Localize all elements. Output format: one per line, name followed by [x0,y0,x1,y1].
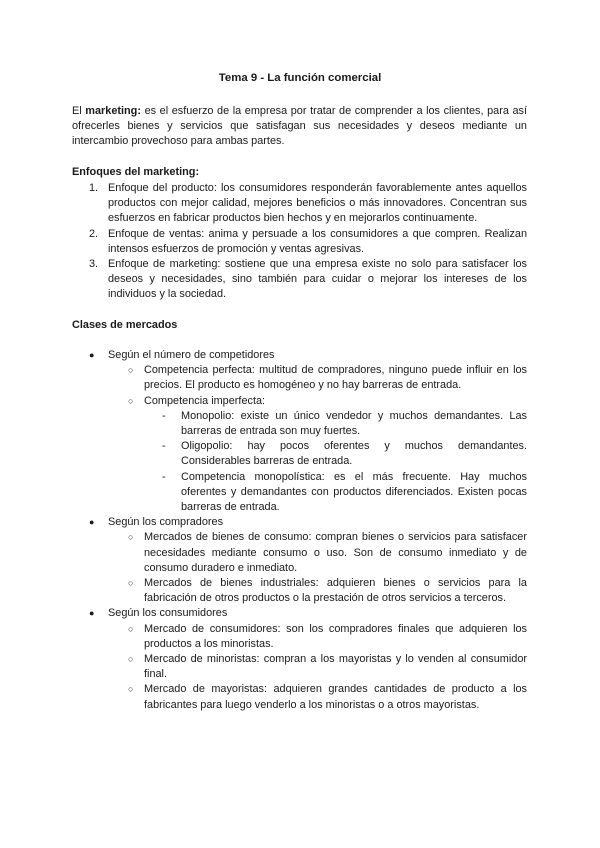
market-item [72,530,527,576]
intro-term: marketing: [85,105,141,117]
bullet-icon: ● [89,517,95,528]
enfoque-item [72,257,527,303]
market-item [72,363,527,393]
enfoques-list [72,181,527,303]
market-item [72,394,527,409]
market-subitem [72,470,527,516]
page-title: Tema 9 - La función comercial [218,72,382,84]
intro-paragraph [72,104,527,150]
market-subitem [72,439,527,469]
clases-list [72,348,527,713]
circle-bullet-icon: ○ [128,532,134,543]
market-group-label: Según los consumidores [108,607,228,620]
market-item-text: Mercado de mayoristas: adquieren grandes cantidades de producto a los fabricantes para luego venderlo a los minoristas o a otros mayoristas. [144,683,527,711]
enfoques-heading: Enfoques del marketing: [72,166,200,178]
market-subitem-text: Oligopolio: hay pocos oferentes y muchos demandantes. Considerables barreras de entrada. [181,440,527,468]
enfoque-text: Enfoque de marketing: sostiene que una empresa existe no solo para satisfacer los deseos y necesidades, sino también para cuidar o mejorar los intereses de los individuos y la sociedad. [108,258,527,301]
market-item-text: Mercado de minoristas: compran a los mayoristas y lo venden al consumidor final. [144,653,527,681]
circle-bullet-icon: ○ [128,578,134,589]
market-item [72,652,527,682]
bullet-icon: ● [89,350,95,360]
market-group [72,515,527,530]
enfoque-item [72,181,527,227]
enfoque-item [72,227,527,257]
market-item-text: Competencia imperfecta: [144,394,266,407]
market-subitem-text: Monopolio: existe un único vendedor y muchos demandantes. Las barreras de entrada son muy fuertes. [181,409,527,438]
circle-bullet-icon: ○ [128,654,134,665]
dash-bullet-icon: - [162,470,166,483]
intro-lead: El [72,105,82,117]
market-item [72,576,527,606]
market-item-text: Mercados de bienes industriales: adquieren bienes o servicios para la fabricación de otros productos o la prestación de otros servicios a terceros. [144,577,527,605]
market-group-label: Según el número de competidores [108,349,275,361]
circle-bullet-icon: ○ [128,623,134,634]
market-group [72,348,527,363]
enfoque-text: Enfoque del producto: los consumidores responderán favorablemente antes aquellos productos con mejor calidad, mejores beneficios o más innovadores. Concentran sus esfuerzos en fabricar productos bien hechos y en mejorarlos continuamente. [108,182,527,225]
dash-bullet-icon: - [162,440,166,453]
market-item-text: Mercado de consumidores: son los compradores finales que adquieren los productos a los minoristas. [144,622,527,650]
intro-text: es el esfuerzo de la empresa por tratar de comprender a los clientes, para así ofrecerles bienes y servicios que satisfagan sus necesidades y deseos mediante un intercambio provechoso para ambas partes. [72,105,528,148]
clases-heading: Clases de mercados [72,319,178,331]
market-group [72,606,527,621]
market-group-label: Según los compradores [108,516,224,529]
market-item-text: Competencia perfecta: multitud de compradores, ninguno puede influir en los precios. El producto es homogéneo y no hay barreras de entrada. [144,364,527,392]
bullet-icon: ● [89,608,95,619]
market-subitem [72,409,527,439]
market-item [72,682,527,712]
market-subitem-text: Competencia monopolística: es el más frecuente. Hay muchos oferentes y demandantes con productos diferenciados. Existen pocas barreras de entrada. [181,470,527,514]
dash-bullet-icon: - [162,409,166,422]
enfoque-number: 1. [89,182,99,194]
enfoque-number: 2. [89,227,99,240]
circle-bullet-icon: ○ [128,684,134,695]
market-item [72,622,527,652]
enfoque-text: Enfoque de ventas: anima y persuade a los consumidores a que compren. Realizan intensos esfuerzos de promoción y ventas agresivas. [108,227,527,255]
circle-bullet-icon: ○ [128,365,134,376]
market-item-text: Mercados de bienes de consumo: compran bienes o servicios para satisfacer necesidades mediante consumo o uso. Son de consumo inmediato y de consumo duradero e inmediato. [144,531,527,574]
enfoque-number: 3. [89,258,99,271]
circle-bullet-icon: ○ [128,395,134,406]
